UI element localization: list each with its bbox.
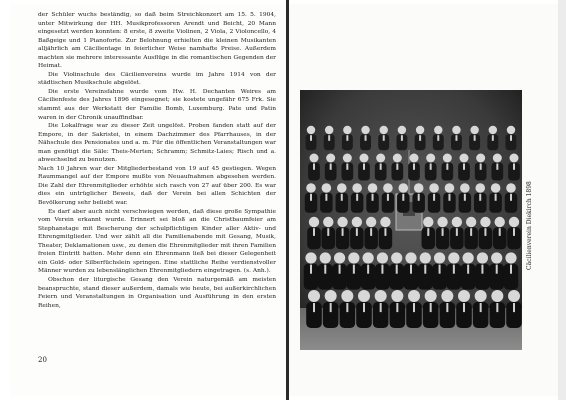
person-collar (495, 194, 497, 201)
person-face (377, 252, 388, 263)
person-face (509, 217, 519, 227)
person-face (426, 154, 435, 163)
person-collar (510, 194, 512, 201)
person-collar (396, 265, 398, 274)
person-face (416, 126, 424, 134)
person-face (443, 154, 452, 163)
person-collar (427, 228, 429, 236)
person-collar (492, 135, 494, 141)
person-collar (381, 265, 383, 274)
person-collar (330, 164, 332, 170)
person-face (393, 154, 402, 163)
person-collar (365, 135, 367, 141)
paragraph-6: Es darf aber auch nicht verschwiegen werden, daß diese große Sympathie vom Verein erkannt wurde. Erinnert sei bloß an die Christbaumfeier am Stephanstage mit Bescherung der schulpflichtigen Kinder aller Aktiv- und Ehrengmitglieder. Und wer zählt all die Familienabende mit Gesang, Musik, Theater, Deklamationen usw., zu denen die Ehrenmitglieder mit ihren Familien freien Eintritt hatten. Mehr denn ein Ehrenmann ließ bei dieser Gelegenheit ein Gold- oder Silberfüchslein springen. Eine stattliche Reihe verdienstvoller Männer wurden zu lebenslänglichen Ehrenmitgliedern eingetragen. (s. Anh.). (38, 208, 276, 275)
person-collar (346, 164, 348, 170)
person-face (470, 126, 478, 134)
person-collar (342, 228, 344, 236)
person-collar (510, 135, 512, 141)
person-collar (356, 228, 358, 236)
person-face (380, 217, 390, 227)
person-collar (496, 303, 498, 312)
person-face (507, 126, 515, 134)
person-collar (479, 194, 481, 201)
person-collar (446, 303, 448, 312)
person-collar (313, 164, 315, 170)
person-face (325, 126, 333, 134)
person-face (434, 126, 442, 134)
person-face (306, 183, 316, 193)
person-face (423, 217, 433, 227)
person-collar (310, 135, 312, 141)
person-collar (442, 228, 444, 236)
person-face (380, 126, 388, 134)
person-collar (513, 228, 515, 236)
person-face (437, 217, 447, 227)
person-collar (480, 164, 482, 170)
person-collar (380, 164, 382, 170)
person-face (337, 183, 347, 193)
group-photograph-image (300, 90, 522, 350)
person-collar (439, 265, 441, 274)
person-face (460, 183, 470, 193)
person-collar (424, 265, 426, 274)
person-collar (474, 135, 476, 141)
person-collar (384, 228, 386, 236)
person-face (434, 252, 445, 263)
person-face (508, 290, 520, 302)
person-face (477, 252, 488, 263)
person-face (506, 183, 516, 193)
person-collar (513, 303, 515, 312)
person-collar (413, 164, 415, 170)
person-collar (387, 194, 389, 201)
person-face (410, 154, 419, 163)
person-collar (446, 164, 448, 170)
person-collar (330, 303, 332, 312)
person-collar (418, 194, 420, 201)
person-collar (370, 228, 372, 236)
person-collar (499, 228, 501, 236)
person-collar (356, 194, 358, 201)
person-collar (341, 194, 343, 201)
person-face (352, 217, 362, 227)
person-face (405, 252, 416, 263)
page-edge (558, 0, 566, 400)
person-face (491, 290, 503, 302)
page-number: 20 (38, 356, 47, 364)
person-collar (513, 164, 515, 170)
person-face (399, 183, 409, 193)
person-face (398, 126, 406, 134)
person-face (361, 126, 369, 134)
person-face (334, 252, 345, 263)
person-collar (401, 135, 403, 141)
person-face (441, 290, 453, 302)
person-collar (396, 164, 398, 170)
person-face (489, 126, 497, 134)
person-face (510, 154, 519, 163)
person-face (383, 183, 393, 193)
person-face (475, 290, 487, 302)
person-face (491, 183, 501, 193)
paragraph-7: Obschon der liturgische Gesang den Verein naturgemäß am meisten beanspruchte, stand dieser außerdem, damals wie heute, bei außerkirchlichen Feiern und Veranstaltungen in Organisation und Ausführung in den ersten Reihen, (38, 276, 276, 309)
person-collar (363, 164, 365, 170)
person-face (341, 290, 353, 302)
person-collar (383, 135, 385, 141)
paragraph-2: Die Violinschule des Cäcilienvereins wurde im Jahre 1914 von der städtischen Musikschule abgelöst. (38, 71, 276, 87)
person-face (448, 252, 459, 263)
person-face (363, 252, 374, 263)
paragraph-3: Die erste Vereinsfahne wurde vom Hw. H. Dechanten Weires am Cäcilienfeste des Jahres 1896 eingesegnet; sie kostete ungefähr 675 Frk. Sie stammt aus der Werkstatt der Familie Bomb, Luxemburg. Pate und Patin waren in der Chronik unauffindbar. (38, 88, 276, 121)
person-collar (372, 194, 374, 201)
person-collar (410, 265, 412, 274)
person-collar (496, 265, 498, 274)
person-collar (327, 228, 329, 236)
person-face (452, 217, 462, 227)
person-collar (353, 265, 355, 274)
person-collar (496, 164, 498, 170)
person-collar (453, 265, 455, 274)
person-collar (313, 303, 315, 312)
person-face (305, 252, 316, 263)
person-face (445, 183, 455, 193)
person-collar (419, 135, 421, 141)
person-collar (346, 135, 348, 141)
person-face (493, 154, 502, 163)
person-collar (455, 135, 457, 141)
person-face (358, 290, 370, 302)
person-face (322, 183, 332, 193)
person-face (491, 252, 502, 263)
body-text (38, 11, 276, 310)
person-collar (470, 228, 472, 236)
person-face (414, 183, 424, 193)
person-collar (484, 228, 486, 236)
person-collar (510, 265, 512, 274)
person-collar (396, 303, 398, 312)
person-face (310, 154, 319, 163)
person-collar (430, 303, 432, 312)
paragraph-5: Nach 10 Jahren war der Mitgliederbestand von 19 auf 45 gestiegen. Wegen Raummangel auf der Empore mußte von Neuaufnahmen abgesehen werden. Die Zahl der Ehrenmitglieder erhöhte sich rasch von 27 auf über 200. Es war dies ein untrüglicher Beweis, daß der Verein bei allen Schichten der Bevölkerung sehr beliebt war. (38, 165, 276, 207)
person-face (343, 154, 352, 163)
person-collar (325, 194, 327, 201)
person-face (425, 290, 437, 302)
person-face (376, 154, 385, 163)
person-face (337, 217, 347, 227)
group-photograph (300, 90, 522, 350)
person-face (505, 252, 516, 263)
person-face (429, 183, 439, 193)
person-face (309, 217, 319, 227)
person-collar (363, 303, 365, 312)
person-collar (324, 265, 326, 274)
person-face (463, 252, 474, 263)
person-collar (437, 135, 439, 141)
person-collar (313, 228, 315, 236)
person-face (343, 126, 351, 134)
person-collar (463, 303, 465, 312)
person-face (352, 183, 362, 193)
person-face (458, 290, 470, 302)
person-collar (367, 265, 369, 274)
person-face (408, 290, 420, 302)
person-collar (310, 194, 312, 201)
person-collar (433, 194, 435, 201)
person-face (348, 252, 359, 263)
person-face (325, 290, 337, 302)
person-collar (481, 265, 483, 274)
person-collar (328, 135, 330, 141)
person-face (476, 154, 485, 163)
photo-caption: Cäcilienverein Diekirch 1898 (526, 181, 533, 270)
person-face (366, 217, 376, 227)
person-collar (448, 194, 450, 201)
person-face (368, 183, 378, 193)
person-face (391, 252, 402, 263)
paragraph-1: der Schüler wuchs beständig, so daß beim Streichkonzert am 15. 5. 1904, unter Mitwirkung der HH. Musikprofessoren Arendt und Beicht, 20 Mann eingesetzt werden konnten: 8 erste, 8 zweite Violinen, 2 Viola, 2 Violoncello, 4 Baßgeige und 1 Pianoforte. Zur Belohnung erhielten die kleinen Musikanten alljährlich am Cäcilientage in feierlicher Weise namhafte Preise. Außerdem machten sie mehrere interessante Ausflüge in die romantischen Gegenden der Heimat. (38, 12, 276, 70)
person-face (420, 252, 431, 263)
person-collar (463, 164, 465, 170)
person-face (452, 126, 460, 134)
paragraph-4: Die Lokalfrage war zu dieser Zeit ungelöst. Proben fanden statt auf der Empore, in der Sakristei, in einem Dachzimmer des Pfarrhauses, in der Nähschule des Pensionates und a. m. Für die öffentlichen Veranstaltungen war man genötigt die Säle: Theis-Merten; Schramm; Schmitz-Laies; Risch und a. abwechselnd zu benutzen. (38, 123, 276, 164)
person-face (320, 252, 331, 263)
person-face (326, 154, 335, 163)
person-collar (464, 194, 466, 201)
person-face (495, 217, 505, 227)
book-gutter (286, 0, 289, 400)
person-collar (430, 164, 432, 170)
person-face (375, 290, 387, 302)
person-collar (402, 194, 404, 201)
person-collar (310, 265, 312, 274)
person-collar (339, 265, 341, 274)
person-face (308, 290, 320, 302)
person-collar (380, 303, 382, 312)
person-collar (467, 265, 469, 274)
person-collar (346, 303, 348, 312)
person-face (391, 290, 403, 302)
person-face (480, 217, 490, 227)
person-face (323, 217, 333, 227)
person-face (475, 183, 485, 193)
person-collar (480, 303, 482, 312)
person-face (360, 154, 369, 163)
person-face (460, 154, 469, 163)
person-collar (456, 228, 458, 236)
person-collar (413, 303, 415, 312)
person-face (466, 217, 476, 227)
person-face (307, 126, 315, 134)
